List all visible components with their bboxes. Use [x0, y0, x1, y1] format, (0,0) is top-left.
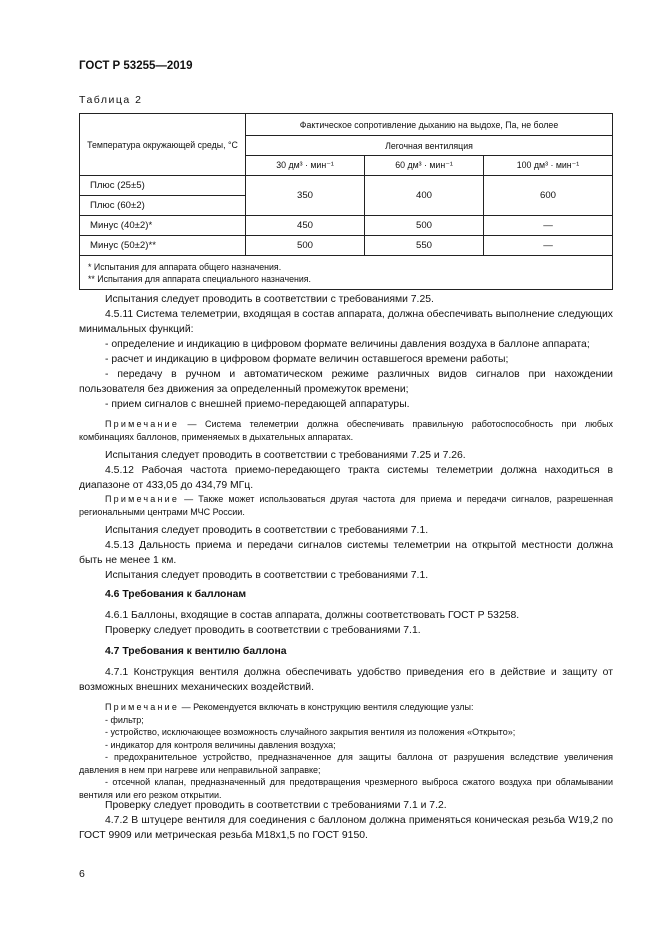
note-telemetry: [79, 418, 613, 443]
cell-value: 450: [246, 216, 365, 236]
paragraph: Испытания следует проводить в соответствии с требованиями 7.25.: [105, 294, 434, 305]
paragraph-4-5-11: 4.5.11 Система телеметрии, входящая в состав аппарата, должна обеспечивать выполнение следующих минимальных функций:: [79, 309, 613, 335]
list-item: - передачу в ручном и автоматическом режиме различных видов сигналов при нахождении пользователя без движения за определенный промежуток времени;: [79, 369, 613, 395]
header-flow-30: 30 дм³ · мин⁻¹: [246, 156, 365, 176]
paragraph-4-7-2: 4.7.2 В штуцере вентиля для соединения с баллоном должна применяться коническая резьба W19,2 по ГОСТ 9909 или метрическая резьба М18х1,5 по ГОСТ 9150.: [79, 815, 613, 841]
table-caption: Таблица 2: [79, 94, 143, 106]
heading-4-6: 4.6 Требования к баллонам: [105, 589, 247, 600]
section-frequency: [79, 448, 613, 493]
document-header: ГОСТ Р 53255—2019: [79, 60, 193, 72]
table-note-2: ** Испытания для аппарата специального назначения.: [88, 273, 311, 284]
list-item: - расчет и индикацию в цифровом формате величин оставшегося времени работы;: [105, 354, 509, 365]
header-flow-100: 100 дм³ · мин⁻¹: [484, 156, 613, 176]
paragraph: Испытания следует проводить в соответствии с требованиями 7.1.: [105, 570, 429, 581]
section-telemetry: [79, 292, 613, 412]
table-notes: [80, 256, 613, 290]
note-valve: [79, 701, 613, 801]
section-range: [79, 523, 613, 583]
header-ventilation: Легочная вентиляция: [246, 136, 613, 156]
row-temp-plus60: Плюс (60±2): [80, 196, 246, 216]
section-4-6: [79, 587, 613, 638]
paragraph: Проверку следует проводить в соответствии с требованиями 7.1 и 7.2.: [105, 800, 447, 811]
note-item: - отсечной клапан, предназначенный для предотвращения чрезмерного выброса сжатого воздуха при обламывании вентиля или его резком открытии.: [79, 777, 613, 800]
section-4-7-end: [79, 798, 613, 843]
row-temp-minus40: Минус (40±2)*: [80, 216, 246, 236]
note-label: Примечание: [105, 494, 180, 504]
note-text: — Система телеметрии должна обеспечивать правильную работоспособность при любых комбинациях баллонов, применяемых в дыхательных аппаратах.: [79, 419, 613, 442]
paragraph-4-6-1: 4.6.1 Баллоны, входящие в состав аппарата, должны соответствовать ГОСТ Р 53258.: [105, 610, 520, 621]
paragraph: Испытания следует проводить в соответствии с требованиями 7.1.: [105, 525, 429, 536]
paragraph-4-5-13: 4.5.13 Дальность приема и передачи сигналов системы телеметрии на открытой местности должна быть не менее 1 км.: [79, 540, 613, 566]
header-resistance: Фактическое сопротивление дыханию на выдохе, Па, не более: [246, 114, 613, 136]
header-temperature: Температура окружающей среды, °C: [80, 114, 246, 176]
note-item: - индикатор для контроля величины давления воздуха;: [105, 739, 336, 750]
cell-value: 500: [246, 236, 365, 256]
row-temp-minus50: Минус (50±2)**: [80, 236, 246, 256]
cell-value: 500: [365, 216, 484, 236]
note-label: Примечание: [105, 419, 180, 429]
row-temp-plus25: Плюс (25±5): [80, 176, 246, 196]
note-text: — Также может использоваться другая частота для приема и передачи сигналов, разрешенная региональными центрами МЧС России.: [79, 494, 613, 517]
cell-value: 350: [246, 176, 365, 216]
resistance-table: [79, 113, 613, 290]
paragraph-4-5-12: 4.5.12 Рабочая частота приемо-передающего тракта системы телеметрии должна находиться в диапазоне от 433,05 до 434,79 МГц.: [79, 465, 613, 491]
note-label: Примечание: [105, 702, 180, 712]
cell-value: 550: [365, 236, 484, 256]
table-row: [80, 176, 613, 196]
note-item: - устройство, исключающее возможность случайного закрытия вентиля из положения «Открыто»;: [105, 727, 516, 737]
note-item: - предохранительное устройство, предназначенное для защиты баллона от разрушения вследствие увеличения давления в нем при нагреве или неправильной заправке;: [79, 752, 613, 775]
table-row: [80, 216, 613, 236]
paragraph: Испытания следует проводить в соответствии с требованиями 7.25 и 7.26.: [105, 450, 466, 461]
cell-value: —: [484, 216, 613, 236]
paragraph-4-7-1: 4.7.1 Конструкция вентиля должна обеспечивать удобство приведения его в действие и защиту от возможных внешних механических воздействий.: [79, 667, 613, 693]
table-row: [80, 236, 613, 256]
cell-value: —: [484, 236, 613, 256]
table-note-1: * Испытания для аппарата общего назначения.: [88, 261, 282, 272]
page-number: 6: [79, 868, 85, 880]
cell-value: 400: [365, 176, 484, 216]
paragraph: Проверку следует проводить в соответствии с требованиями 7.1.: [105, 625, 421, 636]
note-frequency: [79, 493, 613, 518]
note-item: - фильтр;: [105, 714, 144, 725]
note-text: — Рекомендуется включать в конструкцию вентиля следующие узлы:: [179, 702, 474, 712]
section-4-7: [79, 644, 613, 695]
list-item: - определение и индикацию в цифровом формате величины давления воздуха в баллоне аппарата;: [105, 339, 590, 350]
heading-4-7: 4.7 Требования к вентилю баллона: [105, 646, 287, 657]
cell-value: 600: [484, 176, 613, 216]
list-item: - прием сигналов с внешней приемо-передающей аппаратуры.: [105, 399, 410, 410]
header-flow-60: 60 дм³ · мин⁻¹: [365, 156, 484, 176]
